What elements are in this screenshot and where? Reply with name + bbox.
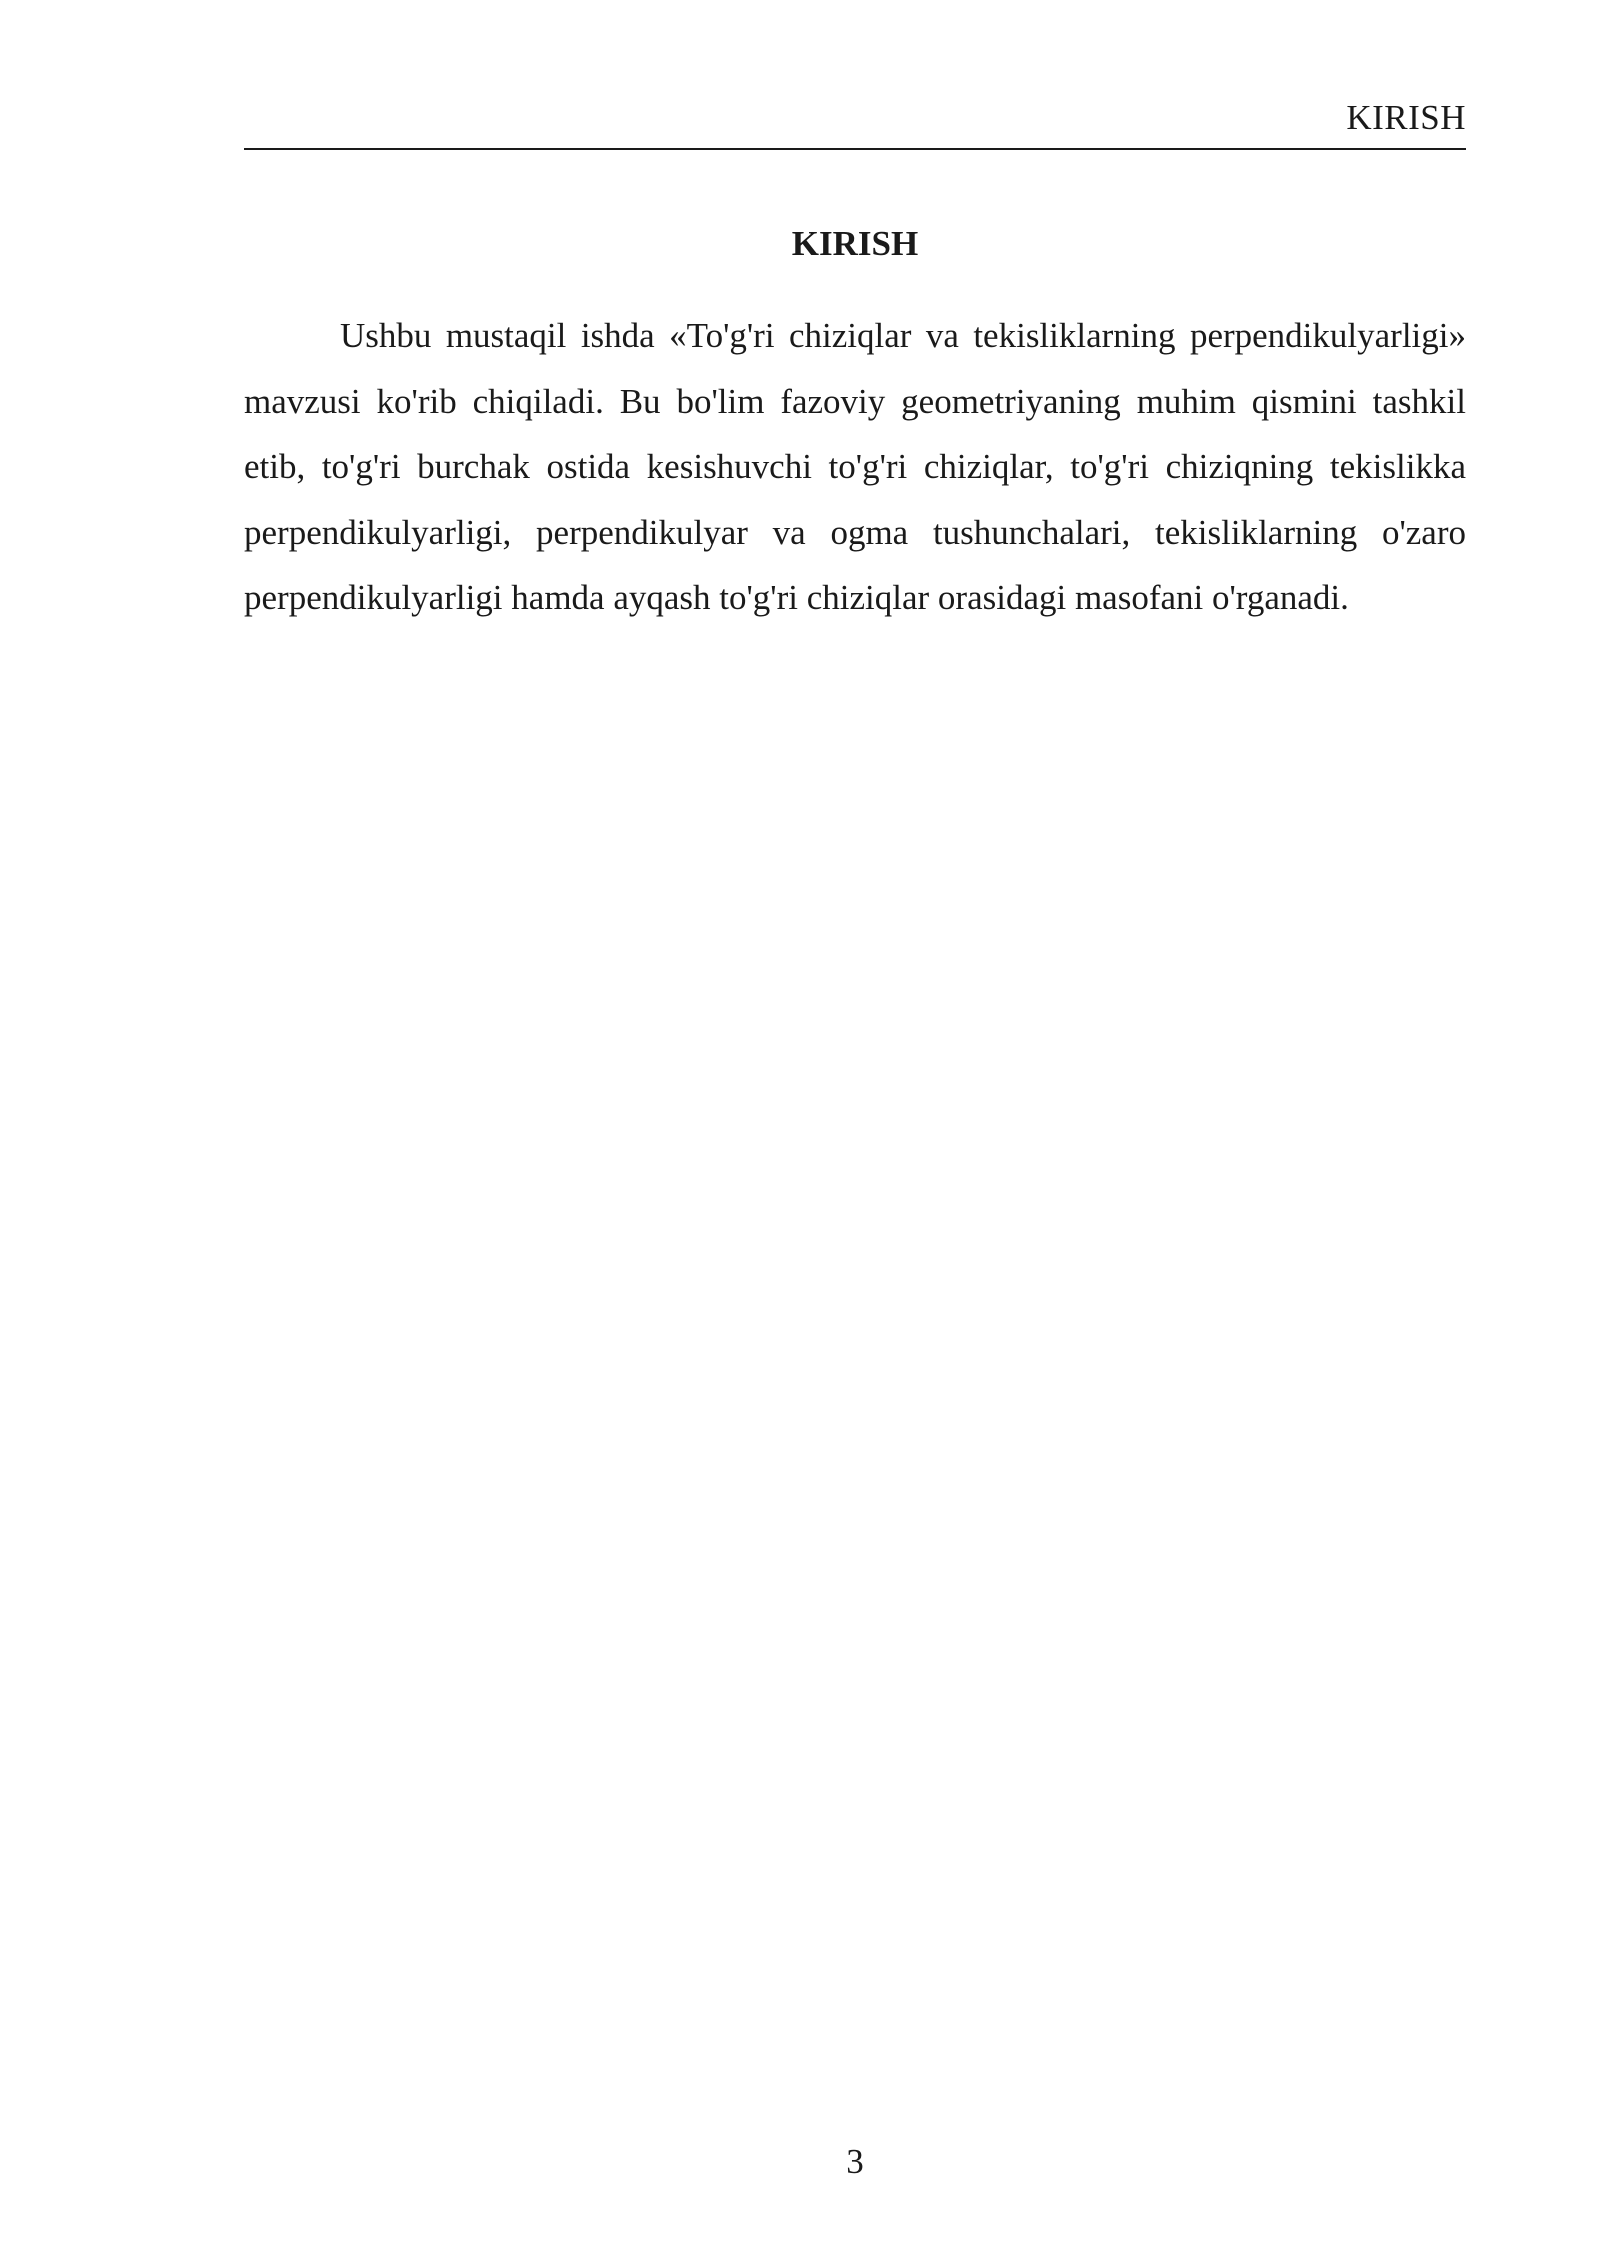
- body-paragraph: Ushbu mustaqil ishda «To'g'ri chiziqlar va tekisliklarning perpendikulyarligi» mavzusi ko'rib chiqiladi. Bu bo'lim fazoviy geometriyaning muhim qismini tashkil etib, to'g'ri burchak ostida kesishuvchi to'g'ri chiziqlar, to'g'ri chiziqning tekislikka perpendikulyarligi, perpendikulyar va ogma tushunchalari, tekisliklarning o'zaro perpendikulyarligi hamda ayqash to'g'ri chiziqlar orasidagi masofani o'rganadi.: [244, 316, 1466, 617]
- running-header: KIRISH: [1346, 98, 1466, 137]
- section-title: KIRISH: [791, 224, 919, 263]
- page-number: 3: [846, 2142, 864, 2181]
- header-rule: [244, 148, 1466, 150]
